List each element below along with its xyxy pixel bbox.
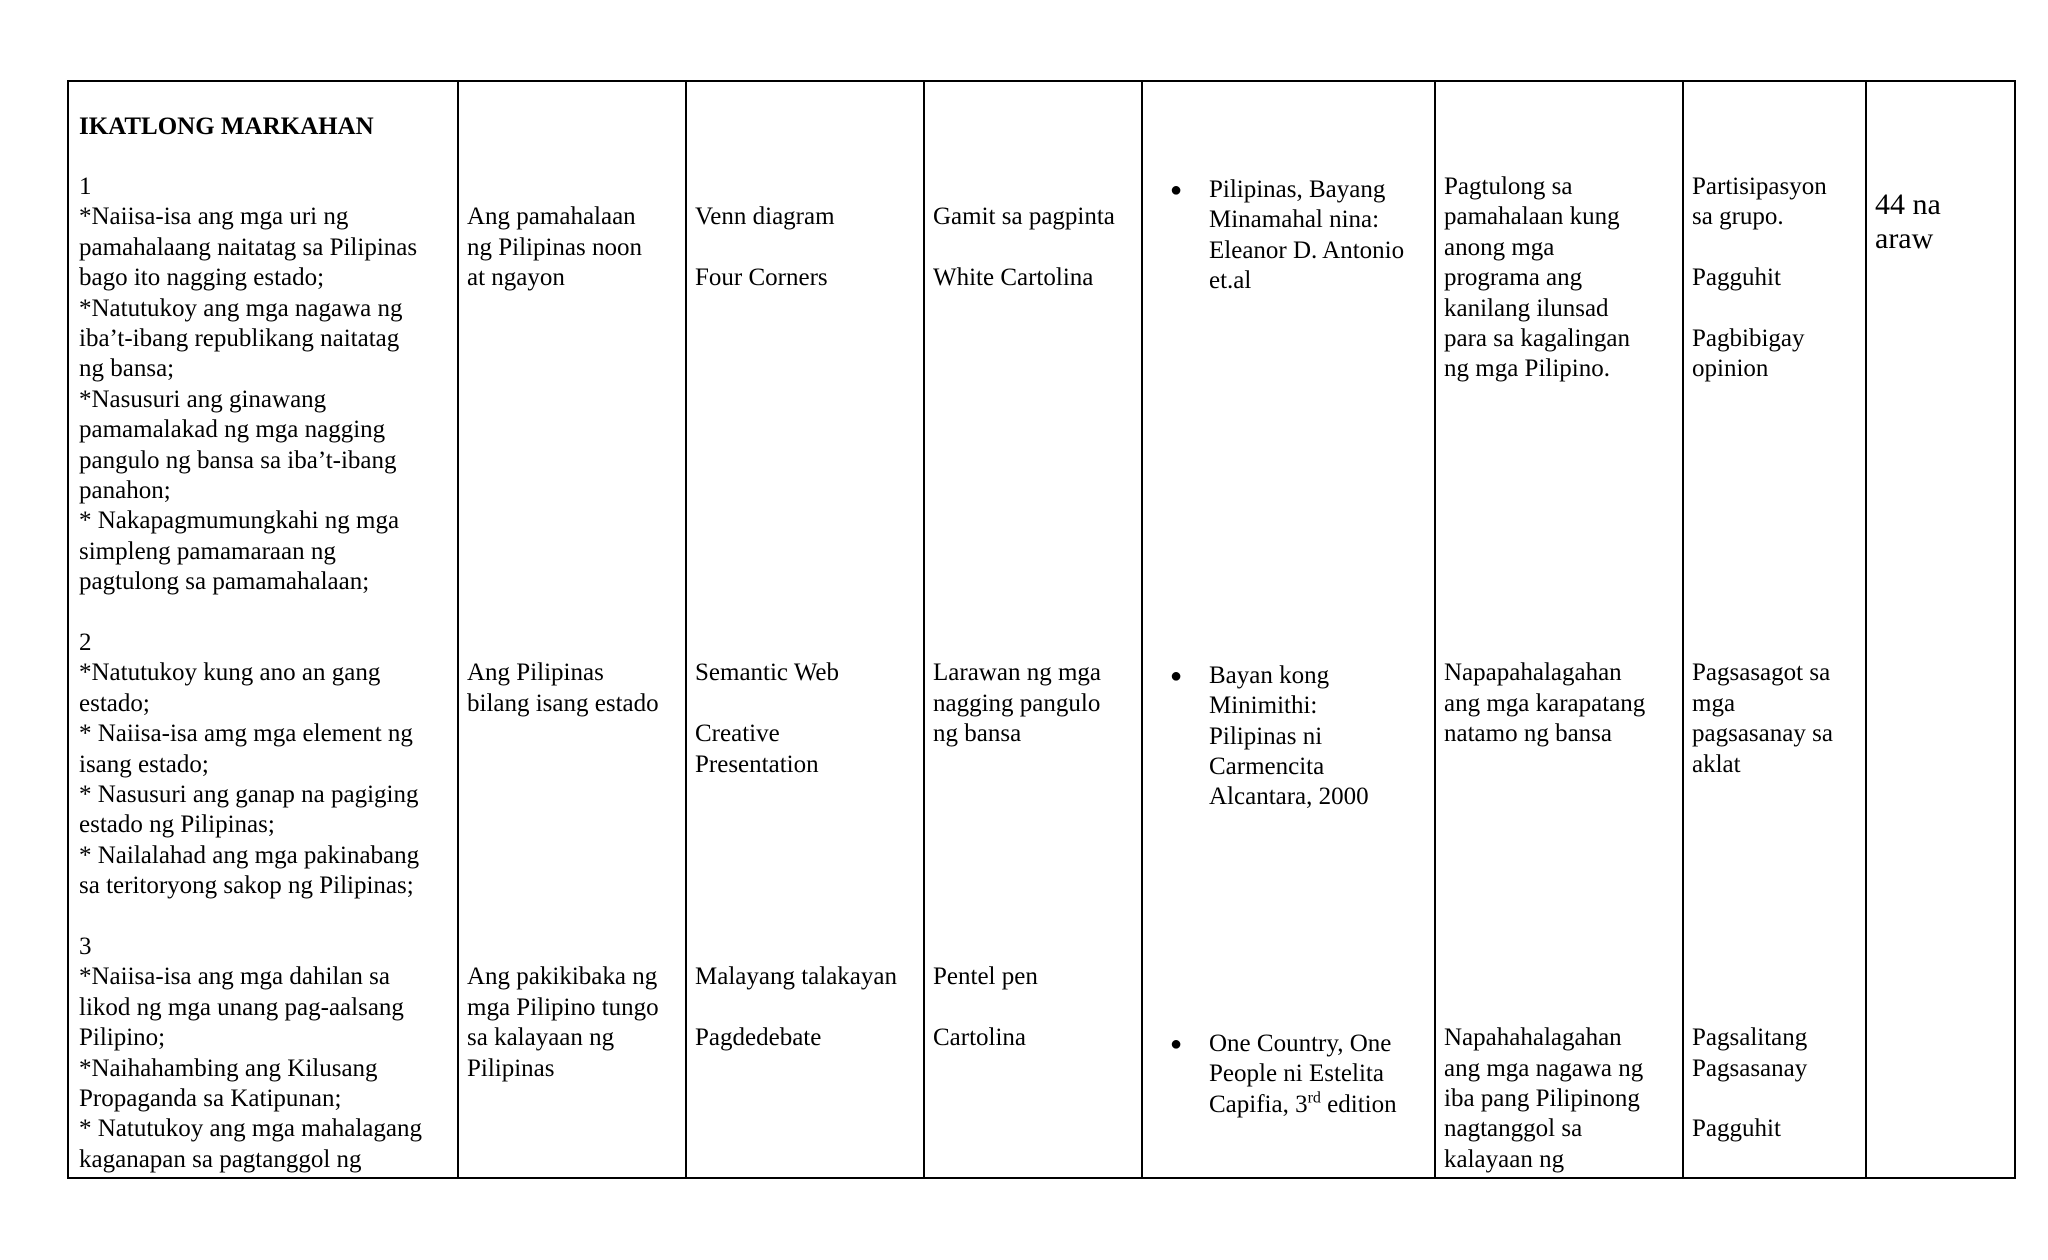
topic-line: at ngayon <box>467 264 565 291</box>
values-line: para sa kagalingan <box>1444 325 1631 352</box>
material-line: nagging pangulo <box>933 690 1101 717</box>
strategy-item: Presentation <box>695 751 819 778</box>
topic-line: Ang pakikibaka ng <box>467 963 658 990</box>
reference-line: People ni Estelita <box>1209 1060 1384 1087</box>
assessment-line: Pagsasanay <box>1692 1055 1808 1082</box>
competency-line: *Nasusuri ang ginawang <box>79 386 327 413</box>
competency-line: estado ng Pilipinas; <box>79 811 275 838</box>
strategy-item: Malayang talakayan <box>695 963 897 990</box>
values-line: Pagtulong sa <box>1444 173 1573 200</box>
reference-line: Minimithi: <box>1209 692 1318 719</box>
competency-line: * Nasusuri ang ganap na pagiging <box>79 781 419 808</box>
competency-line: estado; <box>79 690 150 717</box>
topic-line: Pilipinas <box>467 1055 555 1082</box>
values-line: iba pang Pilipinong <box>1444 1085 1640 1112</box>
competency-line: ng bansa; <box>79 355 175 382</box>
competency-line: * Natutukoy ang mga mahalagang <box>79 1115 422 1142</box>
competency-line: * Naiisa-isa amg mga element ng <box>79 720 413 747</box>
topic-line: ng Pilipinas noon <box>467 234 643 261</box>
values-line: pamahalaan kung <box>1444 203 1620 230</box>
reference-line: Eleanor D. Antonio <box>1209 237 1405 264</box>
reference-text: Capifia, 3 <box>1209 1091 1308 1118</box>
competency-line: Propaganda sa Katipunan; <box>79 1085 342 1112</box>
competency-line: pamamalakad ng mga nagging <box>79 416 386 443</box>
values-line: nagtanggol sa <box>1444 1115 1583 1142</box>
bullet-icon: ● <box>1170 1033 1183 1055</box>
assessment-line: mga <box>1692 690 1736 717</box>
values-line: natamo ng bansa <box>1444 720 1613 747</box>
competency-line: kaganapan sa pagtanggol ng <box>79 1146 362 1173</box>
values-line: ang mga nagawa ng <box>1444 1055 1644 1082</box>
topic-line: Ang Pilipinas <box>467 659 604 686</box>
assessment-line: sa grupo. <box>1692 203 1784 230</box>
competency-line: *Natutukoy kung ano an gang <box>79 659 381 686</box>
reference-line: Alcantara, 2000 <box>1209 783 1369 810</box>
competency-line: bago ito nagging estado; <box>79 264 325 291</box>
competency-line: isang estado; <box>79 751 209 778</box>
values-line: ng mga Pilipino. <box>1444 355 1610 382</box>
assessment-line: pagsasanay sa <box>1692 720 1833 747</box>
reference-line: Carmencita <box>1209 753 1325 780</box>
competency-line: * Nailalahad ang mga pakinabang <box>79 842 420 869</box>
competency-line: *Naihahambing ang Kilusang <box>79 1055 378 1082</box>
values-line: ang mga karapatang <box>1444 690 1646 717</box>
assessment-line: Pagsasagot sa <box>1692 659 1831 686</box>
topic-line: mga Pilipino tungo <box>467 994 659 1021</box>
competency-line: sa teritoryong sakop ng Pilipinas; <box>79 872 414 899</box>
reference-line: Pilipinas, Bayang <box>1209 176 1386 203</box>
row-number: 3 <box>79 933 92 960</box>
reference-line: Minamahal nina: <box>1209 206 1380 233</box>
competency-line: pamahalaang naitatag sa Pilipinas <box>79 234 418 261</box>
strategy-item: Four Corners <box>695 264 828 291</box>
assessment-line: Pagbibigay <box>1692 325 1805 352</box>
competency-line: simpleng pamamaraan ng <box>79 538 336 565</box>
material-line: ng bansa <box>933 720 1022 747</box>
values-line: kalayaan ng <box>1444 1146 1565 1173</box>
strategy-item: Creative <box>695 720 780 747</box>
assessment-line: Pagguhit <box>1692 1115 1781 1142</box>
competency-line: likod ng mga unang pag-aalsang <box>79 994 404 1021</box>
competency-line: *Natutukoy ang mga nagawa ng <box>79 295 403 322</box>
reference-line: Bayan kong <box>1209 662 1330 689</box>
time-allotment: araw <box>1875 222 1934 255</box>
strategy-item: Pagdedebate <box>695 1024 822 1051</box>
material-item: Pentel pen <box>933 963 1038 990</box>
reference-line: One Country, One <box>1209 1030 1392 1057</box>
assessment-line: aklat <box>1692 751 1741 778</box>
reference-line <box>1209 1090 1397 1120</box>
bullet-icon: ● <box>1170 665 1183 687</box>
bullet-icon: ● <box>1170 179 1183 201</box>
topic-line: Ang pamahalaan <box>467 203 636 230</box>
material-item: Gamit sa pagpinta <box>933 203 1115 230</box>
competency-line: pagtulong sa pamamahalaan; <box>79 568 370 595</box>
column-assessment <box>1682 82 1865 1177</box>
reference-line: et.al <box>1209 267 1252 294</box>
assessment-line: Pagguhit <box>1692 264 1781 291</box>
section-title: IKATLONG MARKAHAN <box>79 113 374 140</box>
competency-line: Pilipino; <box>79 1024 166 1051</box>
values-line: Napapahalagahan <box>1444 659 1622 686</box>
competency-line: iba’t-ibang republikang naitatag <box>79 325 400 352</box>
row-number: 2 <box>79 629 92 656</box>
competency-line: *Naiisa-isa ang mga dahilan sa <box>79 963 391 990</box>
row-number: 1 <box>79 173 92 200</box>
assessment-line: Partisipasyon <box>1692 173 1827 200</box>
material-item: White Cartolina <box>933 264 1094 291</box>
time-allotment: 44 na <box>1875 188 1941 221</box>
material-item: Cartolina <box>933 1024 1027 1051</box>
material-line: Larawan ng mga <box>933 659 1101 686</box>
values-line: anong mga <box>1444 234 1555 261</box>
competency-line: * Nakapagmumungkahi ng mga <box>79 507 400 534</box>
values-line: kanilang ilunsad <box>1444 295 1609 322</box>
column-materials <box>923 82 1141 1177</box>
competency-line: pangulo ng bansa sa iba’t-ibang <box>79 447 397 474</box>
assessment-line: Pagsalitang <box>1692 1024 1808 1051</box>
column-strategies <box>685 82 923 1177</box>
strategy-item: Semantic Web <box>695 659 840 686</box>
competency-line: panahon; <box>79 477 171 504</box>
topic-line: sa kalayaan ng <box>467 1024 615 1051</box>
competency-line: *Naiisa-isa ang mga uri ng <box>79 203 349 230</box>
assessment-line: opinion <box>1692 355 1769 382</box>
ordinal-suffix: rd <box>1307 1089 1321 1107</box>
strategy-item: Venn diagram <box>695 203 835 230</box>
values-line: Napahahalagahan <box>1444 1024 1622 1051</box>
reference-line: Pilipinas ni <box>1209 723 1323 750</box>
values-line: programa ang <box>1444 264 1583 291</box>
topic-line: bilang isang estado <box>467 690 659 717</box>
reference-text: edition <box>1320 1091 1397 1118</box>
